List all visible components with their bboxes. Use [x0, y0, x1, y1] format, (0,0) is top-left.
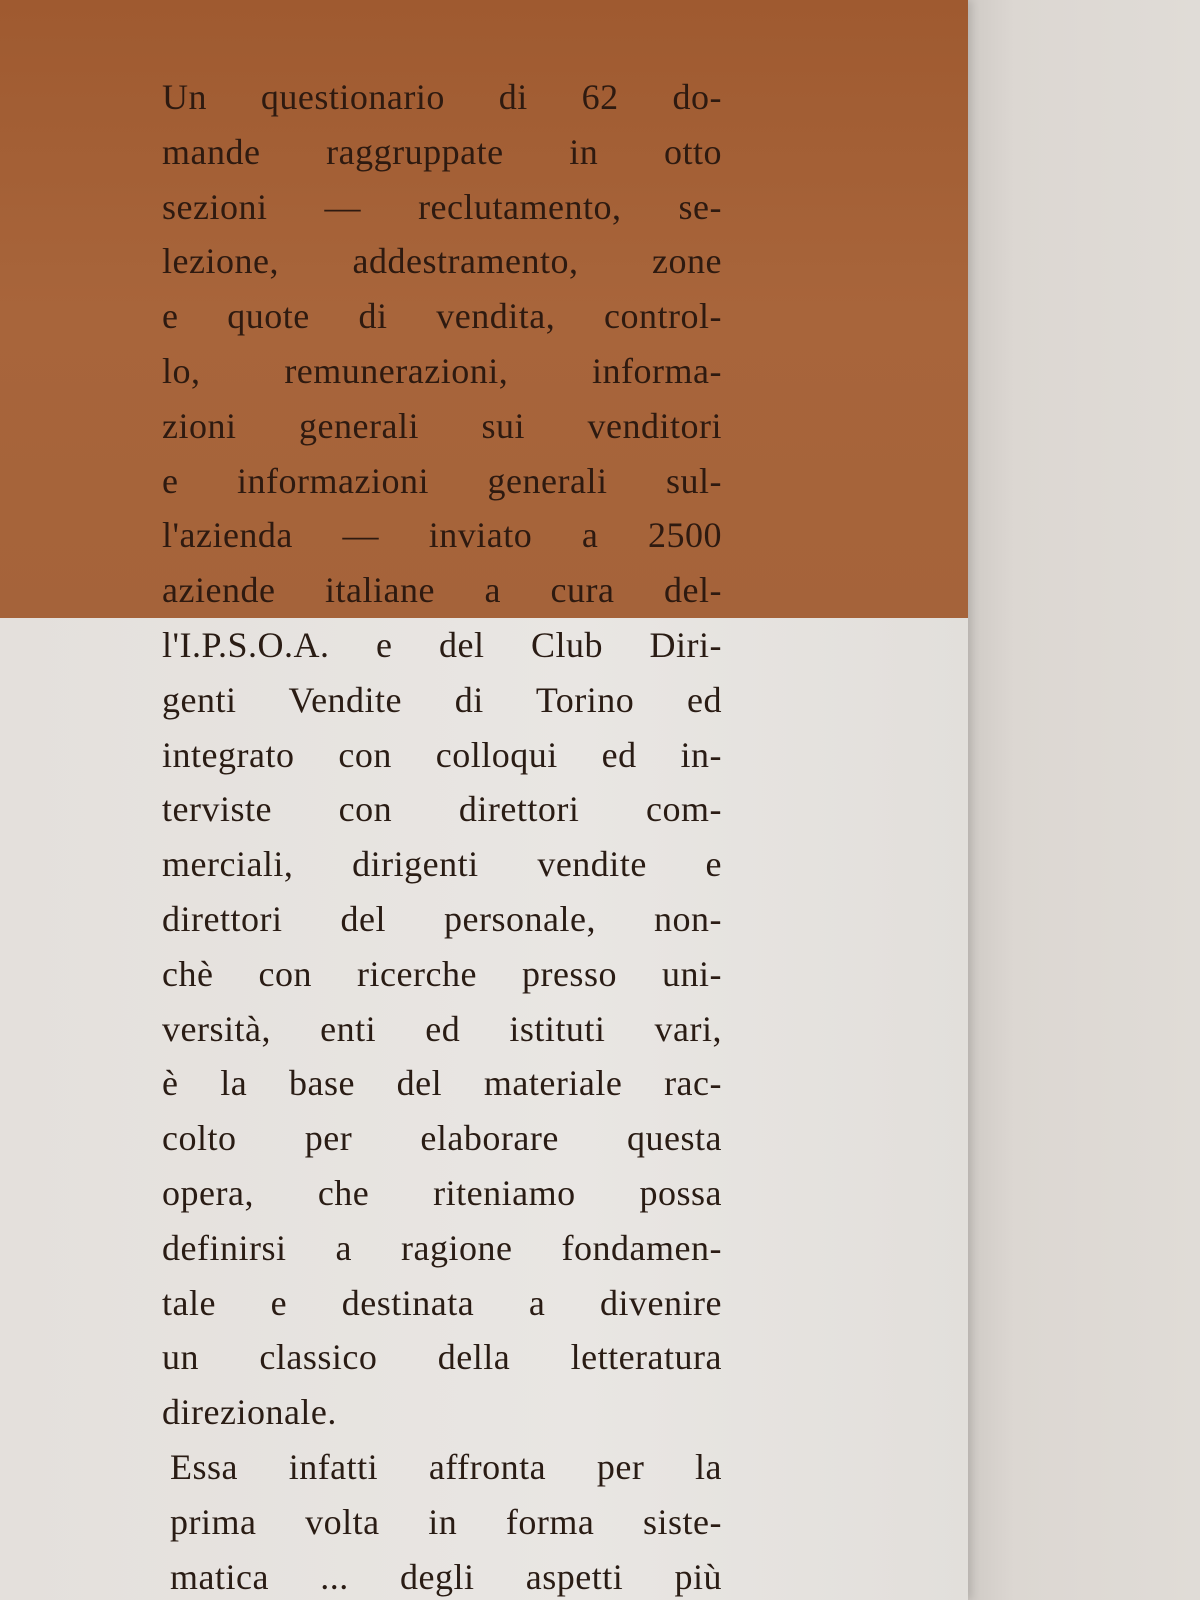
text-line: Un questionario di 62 do- — [162, 77, 722, 117]
text-line: e quote di vendita, control- — [162, 296, 722, 337]
text-line: colto per elaborare questa — [162, 1118, 722, 1159]
text-line: tale e destinata a divenire — [162, 1282, 722, 1323]
text-line: un classico della letteratura — [162, 1337, 722, 1378]
text-line: sezioni — reclutamento, se- — [162, 186, 722, 227]
text-line: opera, che riteniamo possa — [162, 1173, 722, 1213]
text-line: lo, remunerazioni, informa- — [162, 351, 722, 391]
text-line: genti Vendite di Torino ed — [162, 679, 722, 720]
text-line: zioni generali sui venditori — [162, 405, 722, 446]
text-line: e informazioni generali sul- — [162, 460, 722, 501]
text-line: mande raggruppate in otto — [162, 131, 722, 172]
text-line: terviste con direttori com- — [162, 789, 722, 830]
background-surface — [968, 0, 1200, 1600]
text-line: direzionale. — [162, 1392, 337, 1433]
text-line: merciali, dirigenti vendite e — [162, 844, 722, 885]
text-line: versità, enti ed istituti vari, — [162, 1008, 722, 1049]
text-line: Essa infatti affronta per la — [170, 1447, 722, 1487]
text-line: l'azienda — inviato a 2500 — [162, 515, 722, 556]
text-line: prima volta in forma siste- — [170, 1501, 722, 1542]
text-line: lezione, addestramento, zone — [162, 241, 722, 282]
text-line: chè con ricerche presso uni- — [162, 953, 722, 994]
text-line: direttori del personale, non- — [162, 899, 722, 939]
text-line: è la base del materiale rac- — [162, 1063, 722, 1104]
text-line: definirsi a ragione fondamen- — [162, 1227, 722, 1268]
text-line: l'I.P.S.O.A. e del Club Diri- — [162, 625, 722, 665]
text-line: matica ... degli aspetti più — [170, 1556, 722, 1597]
text-line: integrato con colloqui ed in- — [162, 734, 722, 775]
text-line: aziende italiane a cura del- — [162, 570, 722, 611]
